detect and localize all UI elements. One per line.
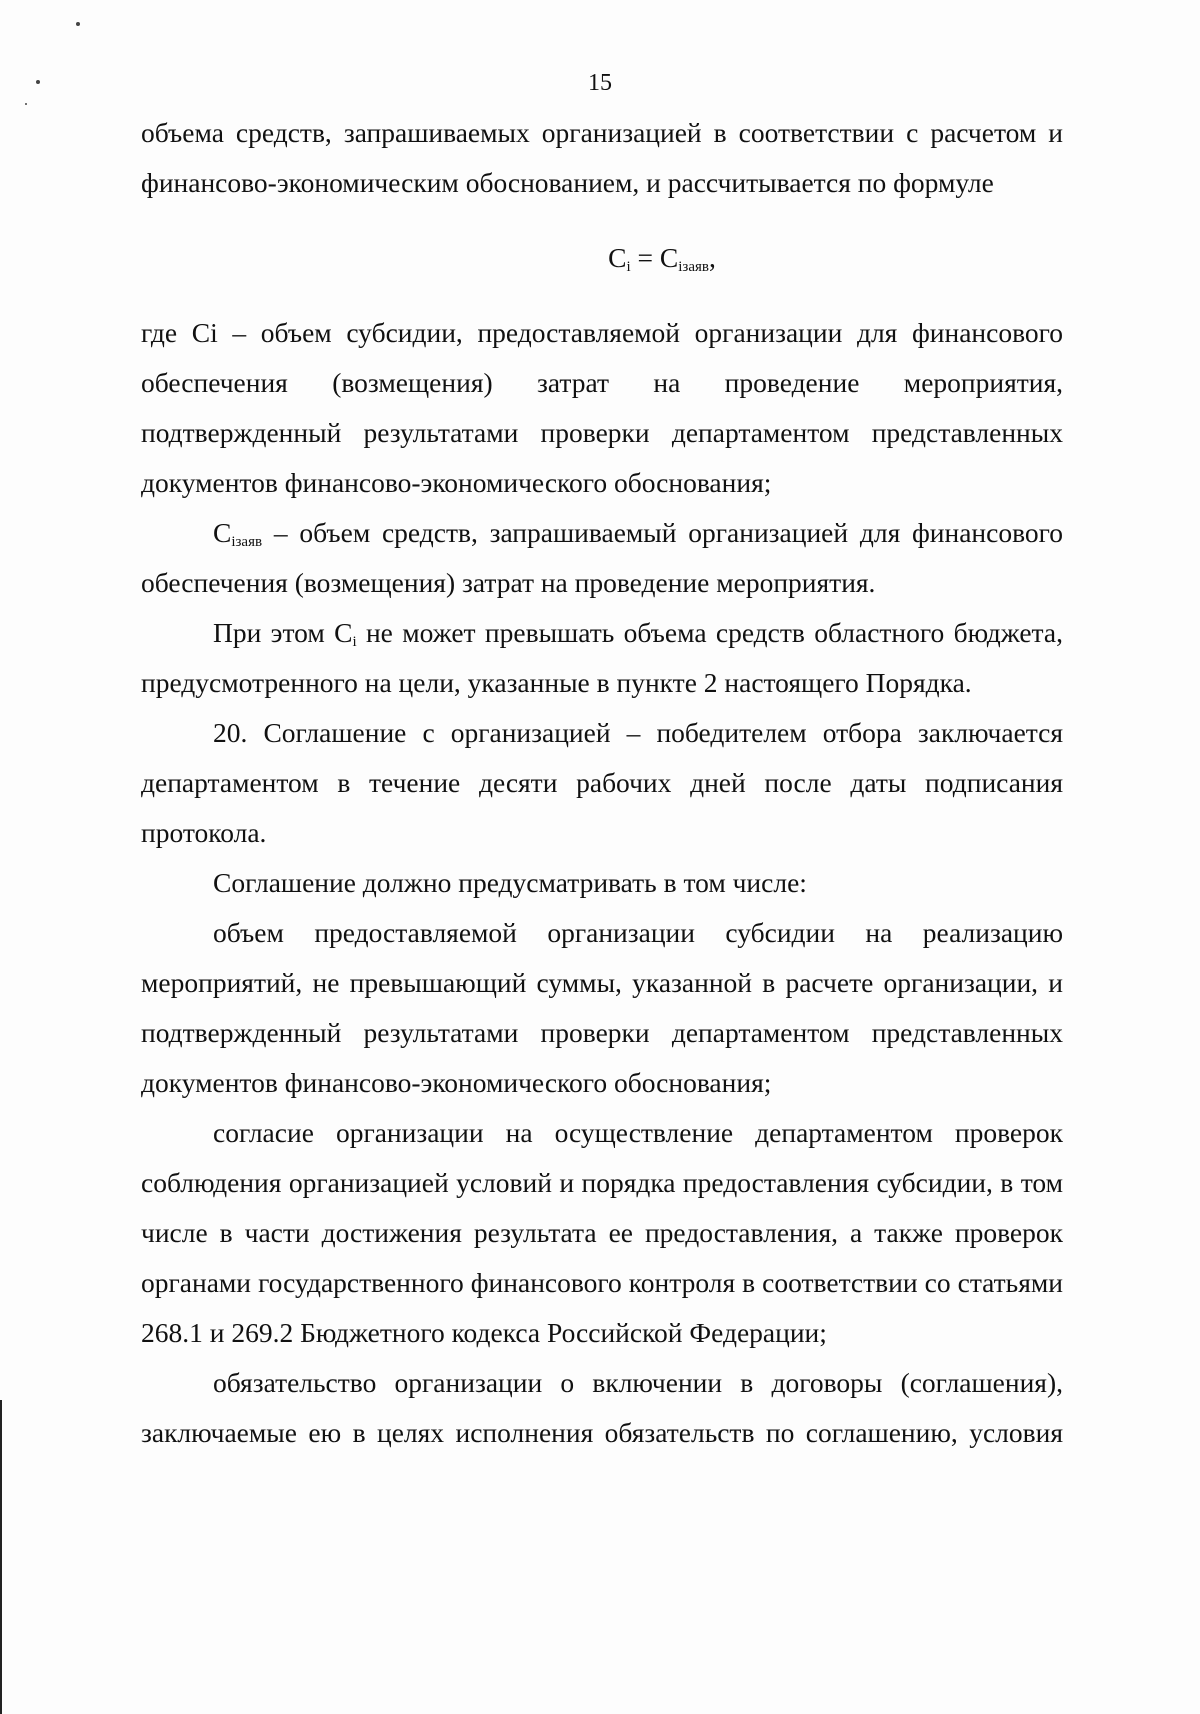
paragraph-text: – объем средств, запрашиваемый организацией для финансового обеспечения (возмещения) затрат на проведение мероприятия. <box>141 517 1063 598</box>
paragraph <box>141 858 1063 908</box>
paragraph-text: обязательство организации о включении в договоры (соглашения), заключаемые ею в целях исполнения обязательств по соглашению, условия <box>141 1367 1063 1448</box>
scan-edge-line <box>0 1400 2 1714</box>
formula-tail: , <box>708 242 716 273</box>
paragraph <box>141 1358 1063 1458</box>
paragraph-text: Соглашение должно предусматривать в том числе: <box>213 867 807 898</box>
paragraph <box>141 1108 1063 1358</box>
page-number: 15 <box>588 70 612 96</box>
paragraph <box>141 908 1063 1108</box>
formula-rhs-subscript: iзаяв <box>678 259 709 275</box>
scan-dot <box>76 22 80 26</box>
paragraph-text: объема средств, запрашиваемых организацией в соответствии с расчетом и финансово-экономическим обоснованием, и рассчитывается по формуле <box>141 117 1063 198</box>
paragraph-text: 20. Соглашение с организацией – победителем отбора заключается департаментом в течение десяти рабочих дней после даты подписания протокола. <box>141 717 1063 848</box>
paragraph <box>141 508 1063 608</box>
paragraph <box>141 108 1063 208</box>
formula-equals: = C <box>630 242 679 273</box>
scan-dot <box>25 103 27 105</box>
paragraph-text: объем предоставляемой организации субсидии на реализацию мероприятий, не превышающий суммы, указанной в расчете организации, и подтвержденный результатами проверки департаментом представленных документов финансово-экономического обоснования; <box>141 917 1063 1098</box>
paragraph-text: где Ci – объем субсидии, предоставляемой организации для финансового обеспечения (возмещения) затрат на проведение мероприятия, подтвержденный результатами проверки департаментом представленных документов финансово-экономического обоснования; <box>141 317 1063 498</box>
paragraph-pre: При этом C <box>213 617 353 648</box>
formula-lhs-subscript: i <box>626 259 631 275</box>
paragraph-lead: C <box>213 517 232 548</box>
formula-lhs: C <box>608 242 627 273</box>
formula <box>141 233 1063 283</box>
paragraph-text: не может превышать объема средств областного бюджета, предусмотренного на цели, указанные в пункте 2 настоящего Порядка. <box>141 617 1063 698</box>
paragraph <box>141 608 1063 708</box>
paragraph <box>141 308 1063 508</box>
body-text <box>141 108 1063 1458</box>
paragraph-pre-subscript: i <box>352 634 357 650</box>
paragraph-text: согласие организации на осуществление департаментом проверок соблюдения организацией условий и порядка предоставления субсидии, в том числе в части достижения результата ее предоставления, а также проверок органами государственного финансового контроля в соответствии со статьями 268.1 и 269.2 Бюджетного кодекса Российской Федерации; <box>141 1117 1063 1348</box>
paragraph <box>141 708 1063 858</box>
paragraph-lead-subscript: iзаяв <box>231 534 263 550</box>
